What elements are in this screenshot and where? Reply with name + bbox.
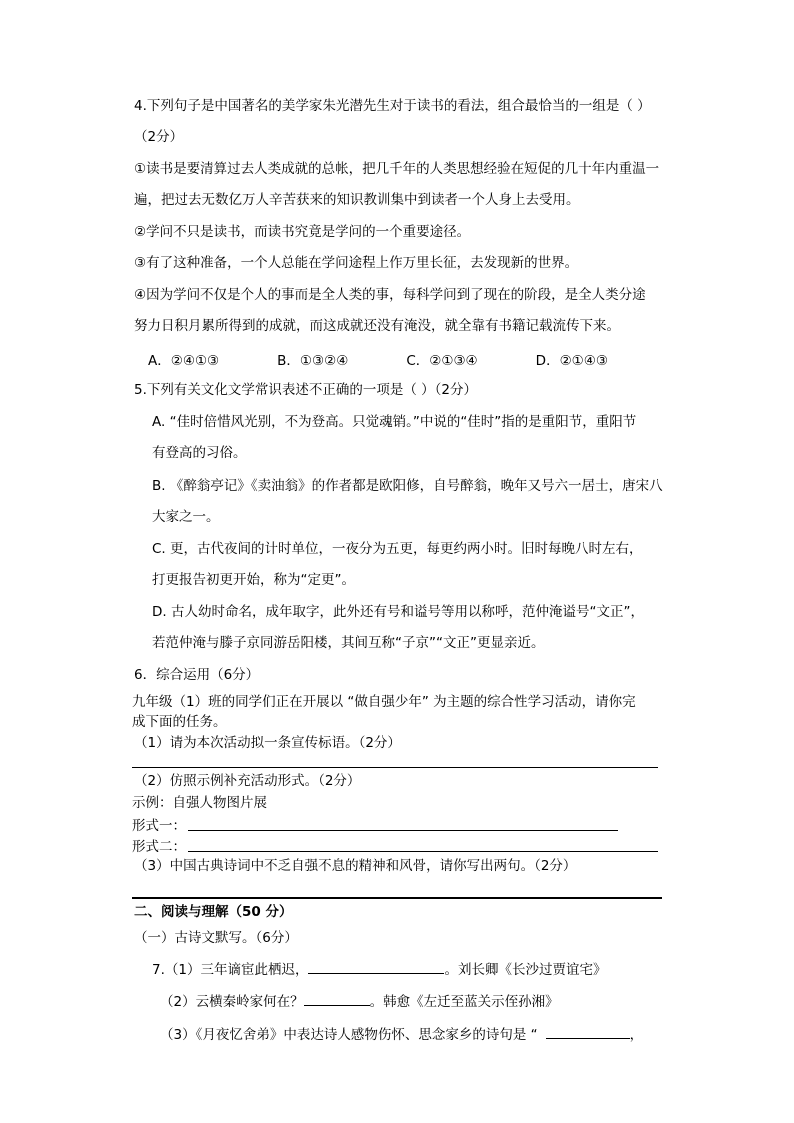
q7-item-3-blank[interactable]: [546, 1024, 630, 1039]
q7-item-2-source: 。韩愈《左迁至蓝关示侄孙湘》: [369, 994, 559, 1010]
q4-option-d[interactable]: D．②①④③: [535, 353, 608, 369]
q6-intro-line2: 成下面的任务。: [132, 714, 227, 730]
q6-form-2-label: 形式二：: [132, 839, 186, 855]
q7-item-3: [160, 1024, 643, 1044]
q5-option-a-line2: 有登高的习俗。: [152, 445, 247, 461]
q7-item-2: [160, 991, 559, 1011]
section2-title: 二、阅读与理解（50 分）: [134, 904, 293, 920]
q6-form-2-blank[interactable]: [188, 851, 658, 852]
section-divider: [132, 897, 662, 899]
q4-score: （2分）: [134, 129, 184, 145]
q6-form-1-blank[interactable]: [188, 830, 618, 831]
q5-option-c-line1: C. 更，古代夜间的计时单位，一夜分为五更，每更约两小时。旧时每晚八时左右，: [152, 541, 643, 557]
q5-stem: 5.下列有关文化文学常识表述不正确的一项是（ ）（2分）: [134, 382, 478, 398]
q6-answer-line-1[interactable]: [132, 767, 658, 768]
q6-form-1-label: 形式一：: [132, 818, 186, 834]
section2-sub: （一）古诗文默写。（6分）: [134, 930, 298, 946]
q6-example: 示例：自强人物图片展: [132, 795, 267, 811]
q7-item-3-prompt: （3）《月夜忆舍弟》中表达诗人感物伤怀、思念家乡的诗句是 “: [160, 1027, 538, 1043]
q6-intro-line1: 九年级（1）班的同学们正在开展以 “做自强少年” 为主题的综合性学习活动，请你完: [132, 694, 636, 710]
q7-item-1-prompt: 7.（1）三年谪宦此栖迟，: [152, 962, 309, 978]
q5-option-d-line1: D. 古人幼时命名，成年取字，此外还有号和谥号等用以称呼，范仲淹谥号“文正”，: [152, 604, 644, 620]
q4-sentence-3: ③有了这种准备，一个人总能在学问途程上作万里长征，去发现新的世界。: [134, 255, 579, 271]
q5-option-b-line1: B. 《醉翁亭记》《卖油翁》的作者都是欧阳修，自号醉翁，晚年又号六一居士，唐宋八: [152, 478, 663, 494]
q5-option-a-line1: A. “佳时倍惜风光别，不为登高。只觉魂销。”中说的“佳时”指的是重阳节，重阳节: [152, 414, 637, 430]
q7-item-1: [152, 959, 606, 979]
q4-sentence-1a: ①读书是要清算过去人类成就的总帐，把几千年的人类思想经验在短促的几十年内重温一: [134, 161, 660, 177]
q4-option-b[interactable]: B．①③②④: [277, 353, 349, 369]
q5-option-b-line2: 大家之一。: [152, 509, 220, 525]
q6-task-2: （2）仿照示例补充活动形式。（2分）: [134, 773, 361, 789]
q4-option-a[interactable]: A．②④①③: [148, 353, 220, 369]
q4-sentence-4b: 努力日积月累所得到的成就，而这成就还没有淹没，就全靠有书籍记载流传下来。: [134, 318, 620, 334]
q6-task-3: （3）中国古典诗词中不乏自强不息的精神和风骨，请你写出两句。（2分）: [134, 858, 577, 874]
q6-title: 6．综合运用（6分）: [134, 667, 260, 683]
q4-option-c[interactable]: C．②①③④: [406, 353, 478, 369]
q7-item-1-blank[interactable]: [308, 959, 444, 974]
q4-sentence-1b: 遍，把过去无数亿万人辛苦获来的知识教训集中到读者一个人身上去受用。: [134, 192, 580, 208]
q7-item-1-source: 。刘长卿《长沙过贾谊宅》: [444, 962, 607, 978]
q5-option-d-line2: 若范仲淹与滕子京同游岳阳楼，其间互称“子京”“文正”更显亲近。: [152, 635, 545, 651]
q5-option-c-line2: 打更报告初更开始，称为“定更”。: [152, 572, 355, 588]
q4-sentence-2: ②学问不只是读书，而读书究竟是学问的一个重要途径。: [134, 224, 471, 240]
q7-item-3-end: ，: [629, 1027, 644, 1043]
q4-stem: 4.下列句子是中国著名的美学家朱光潜先生对于读书的看法，组合最恰当的一组是（ ）: [134, 98, 651, 114]
q7-item-2-prompt: （2）云横秦岭家何在？: [160, 994, 304, 1010]
q4-options: [148, 349, 608, 369]
q6-task-1: （1）请为本次活动拟一条宣传标语。（2分）: [134, 735, 401, 751]
q7-item-2-blank[interactable]: [304, 991, 370, 1006]
q4-sentence-4a: ④因为学问不仅是个人的事而是全人类的事，每科学问到了现在的阶段，是全人类分途: [134, 287, 646, 303]
